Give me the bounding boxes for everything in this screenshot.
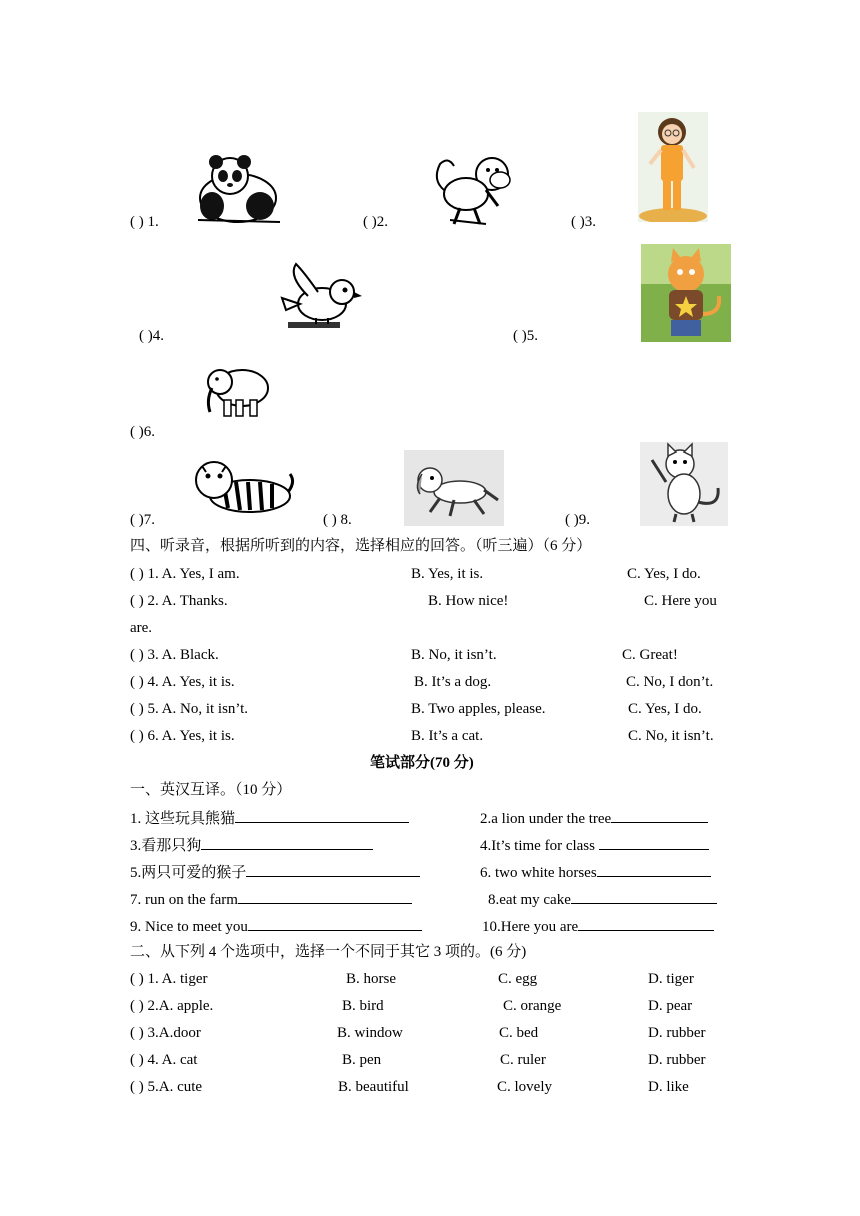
odd-q5: ( ) 5.A. cute bbox=[130, 1079, 203, 1095]
odd-q3-option-c: C. bed bbox=[499, 1025, 539, 1041]
listening-q2-option-b: B. How nice! bbox=[428, 593, 509, 609]
listening-q1: ( ) 1. A. Yes, I am. bbox=[130, 566, 240, 582]
odd-q2-option-c: C. orange bbox=[503, 998, 562, 1014]
answer-blank-8[interactable] bbox=[571, 889, 717, 904]
answer-blank-9[interactable] bbox=[248, 916, 422, 931]
listening-q6-option-c: C. No, it isn’t. bbox=[628, 728, 714, 744]
listening-q2-option-c: C. Here you bbox=[644, 593, 717, 609]
listening-q3-option-b: B. No, it isn’t. bbox=[411, 647, 497, 663]
listening-q1-option-c: C. Yes, I do. bbox=[627, 566, 701, 582]
tiger-icon bbox=[188, 452, 296, 522]
listening-q4: ( ) 4. A. Yes, it is. bbox=[130, 674, 235, 690]
odd-q3-option-b: B. window bbox=[337, 1025, 403, 1041]
odd-q1-option-c: C. egg bbox=[498, 971, 538, 987]
translation-item-9: 9. Nice to meet you bbox=[130, 916, 422, 936]
odd-q5-option-d: D. like bbox=[648, 1079, 689, 1095]
answer-blank-2[interactable] bbox=[611, 808, 708, 823]
written-part-title: 笔试部分(70 分) bbox=[370, 755, 474, 771]
odd-q1-option-d: D. tiger bbox=[648, 971, 694, 987]
picture-item-7-label: ( )7. bbox=[130, 512, 155, 528]
odd-q2: ( ) 2.A. apple. bbox=[130, 998, 214, 1014]
listening-q1-option-b: B. Yes, it is. bbox=[411, 566, 484, 582]
listening-q6-option-b: B. It’s a cat. bbox=[411, 728, 484, 744]
odd-q2-option-d: D. pear bbox=[648, 998, 693, 1014]
odd-q1: ( ) 1. A. tiger bbox=[130, 971, 208, 987]
listening-q6: ( ) 6. A. Yes, it is. bbox=[130, 728, 235, 744]
picture-item-6-label: ( )6. bbox=[130, 424, 155, 440]
listening-q3: ( ) 3. A. Black. bbox=[130, 647, 219, 663]
listening-q5: ( ) 5. A. No, it isn’t. bbox=[130, 701, 249, 717]
odd-q5-option-c: C. lovely bbox=[497, 1079, 552, 1095]
odd-q2-option-b: B. bird bbox=[342, 998, 384, 1014]
answer-blank-4[interactable] bbox=[599, 835, 709, 850]
listening-q4-option-b: B. It’s a dog. bbox=[414, 674, 492, 690]
girl-icon bbox=[638, 112, 708, 222]
picture-item-5-label: ( )5. bbox=[513, 328, 538, 344]
odd-q1-option-b: B. horse bbox=[346, 971, 396, 987]
translation-item-7: 7. run on the farm bbox=[130, 889, 412, 909]
picture-item-9-label: ( )9. bbox=[565, 512, 590, 528]
translation-item-2: 2.a lion under the tree bbox=[480, 808, 708, 828]
part-one-heading: 一、英汉互译。（10 分） bbox=[130, 782, 292, 798]
odd-q4-option-c: C. ruler bbox=[500, 1052, 546, 1068]
translation-item-4: 4.It’s time for class bbox=[480, 835, 709, 855]
monkey-icon bbox=[430, 150, 522, 228]
picture-item-8-label: ( ) 8. bbox=[323, 512, 352, 528]
odd-q3-option-d: D. rubber bbox=[648, 1025, 706, 1041]
listening-q2-continuation: are. bbox=[130, 620, 153, 636]
translation-item-5: 5.两只可爱的猴子 bbox=[130, 862, 420, 882]
translation-item-8: 8.eat my cake bbox=[488, 889, 717, 909]
picture-item-3-label: ( )3. bbox=[571, 214, 596, 230]
odd-q5-option-b: B. beautiful bbox=[338, 1079, 409, 1095]
cat-icon bbox=[640, 442, 728, 526]
listening-q4-option-c: C. No, I don’t. bbox=[626, 674, 714, 690]
translation-item-10: 10.Here you are bbox=[482, 916, 714, 936]
answer-blank-6[interactable] bbox=[597, 862, 711, 877]
section-four-heading: 四、听录音，根据所听到的内容，选择相应的回答。（听三遍）（6 分） bbox=[130, 538, 592, 554]
bird-icon bbox=[274, 258, 364, 342]
answer-blank-7[interactable] bbox=[238, 889, 412, 904]
elephant-icon bbox=[200, 360, 272, 420]
odd-q4-option-d: D. rubber bbox=[648, 1052, 706, 1068]
picture-item-1-label: ( ) 1. bbox=[130, 214, 159, 230]
panda-icon bbox=[190, 150, 286, 228]
listening-q5-option-b: B. Two apples, please. bbox=[411, 701, 546, 717]
listening-q5-option-c: C. Yes, I do. bbox=[628, 701, 702, 717]
listening-q3-option-c: C. Great! bbox=[622, 647, 678, 663]
answer-blank-10[interactable] bbox=[578, 916, 714, 931]
translation-item-6: 6. two white horses bbox=[480, 862, 711, 882]
picture-item-4-label: ( )4. bbox=[139, 328, 164, 344]
translation-item-3: 3.看那只狗 bbox=[130, 835, 373, 855]
odd-q4: ( ) 4. A. cat bbox=[130, 1052, 198, 1068]
dog-icon bbox=[404, 450, 504, 526]
part-two-heading: 二、从下列 4 个选项中，选择一个不同于其它 3 项的。(6 分) bbox=[130, 944, 527, 960]
answer-blank-1[interactable] bbox=[235, 808, 409, 823]
picture-item-2-label: ( )2. bbox=[363, 214, 388, 230]
cat-cartoon-icon bbox=[641, 244, 731, 342]
translation-item-1: 1. 这些玩具熊猫 bbox=[130, 808, 409, 828]
answer-blank-3[interactable] bbox=[201, 835, 373, 850]
odd-q3: ( ) 3.A.door bbox=[130, 1025, 201, 1041]
odd-q4-option-b: B. pen bbox=[342, 1052, 382, 1068]
listening-q2: ( ) 2. A. Thanks. bbox=[130, 593, 228, 609]
answer-blank-5[interactable] bbox=[246, 862, 420, 877]
